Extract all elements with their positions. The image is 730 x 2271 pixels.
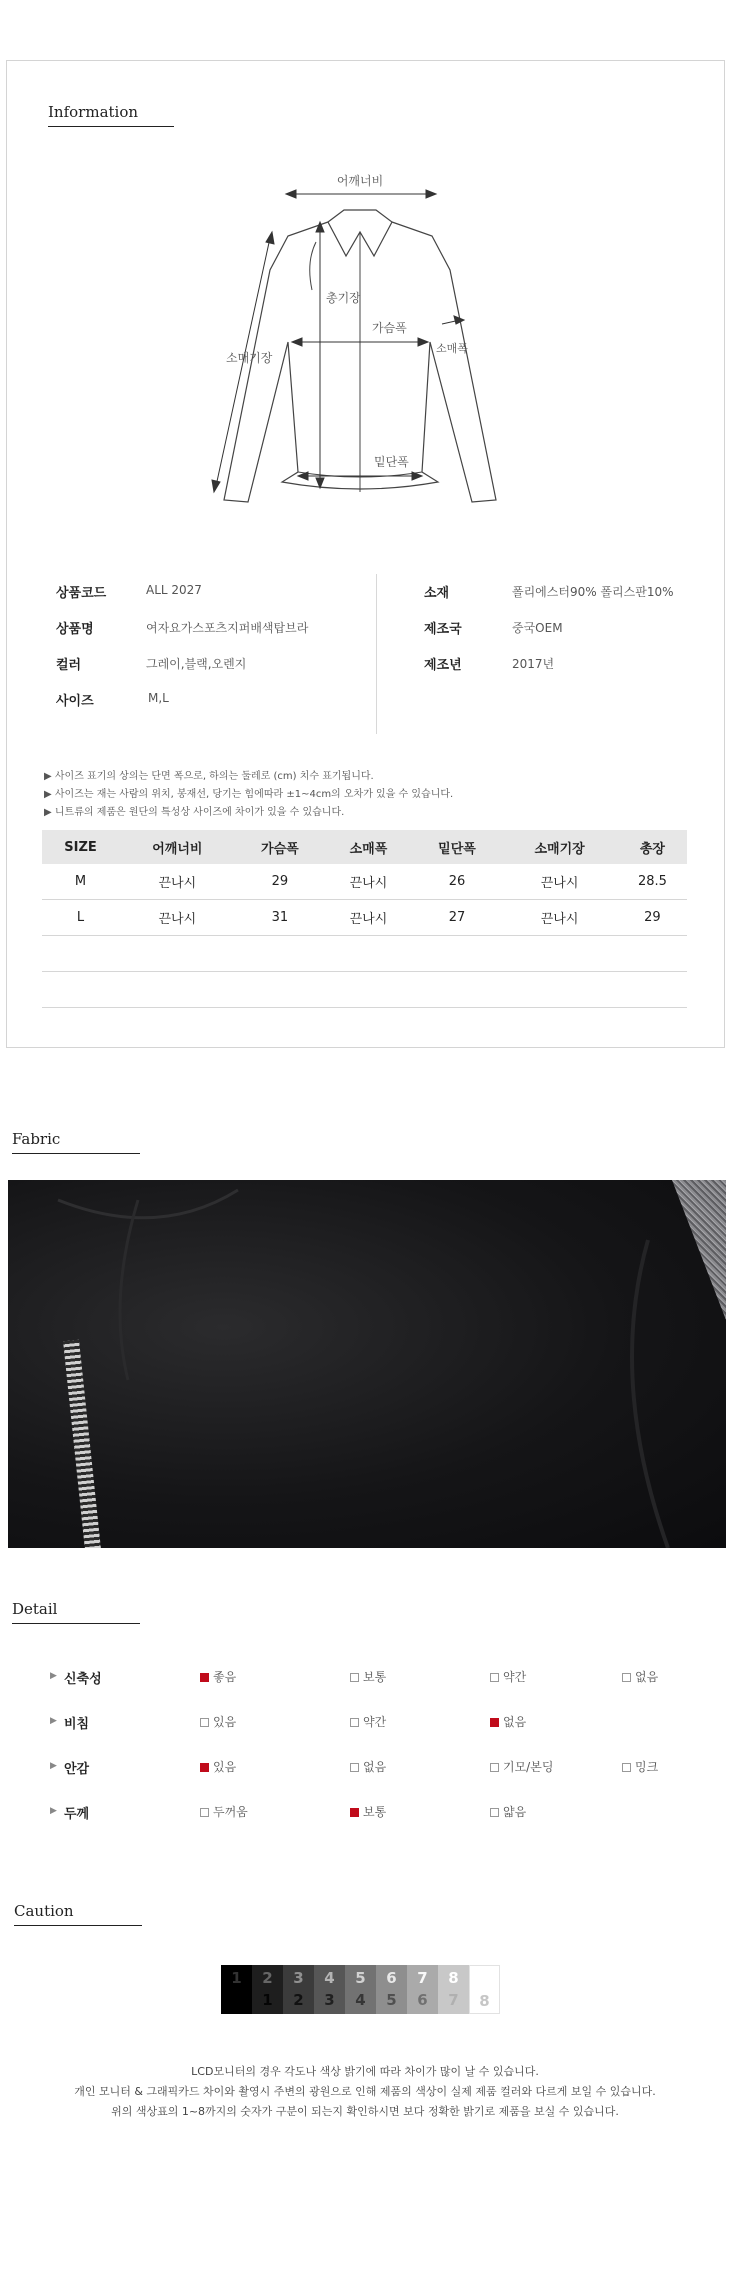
spec-value-name: 여자요가스포츠지퍼배색탑브라 xyxy=(146,621,309,635)
jacket-size-diagram xyxy=(210,170,510,510)
fabric-seams xyxy=(8,1180,726,1548)
checkbox-unchecked xyxy=(490,1763,499,1772)
spec-value-color: 그레이,블랙,오렌지 xyxy=(146,657,247,671)
table-cell: 31 xyxy=(236,900,325,936)
table-cell xyxy=(119,972,236,1008)
detail-option xyxy=(350,1668,386,1685)
brightness-swatch xyxy=(314,1965,345,2014)
table-cell xyxy=(324,972,413,1008)
diagram-label-hem: 밑단폭 xyxy=(374,455,409,469)
size-table-header-cell: 소매폭 xyxy=(324,830,413,864)
fabric-closeup-image xyxy=(8,1180,726,1548)
detail-option xyxy=(490,1803,526,1820)
table-cell xyxy=(501,936,618,972)
table-cell: 끈나시 xyxy=(324,864,413,900)
brightness-swatch xyxy=(345,1965,376,2014)
detail-option xyxy=(350,1713,386,1730)
size-table-header-cell: 소매기장 xyxy=(501,830,618,864)
fabric-title: Fabric xyxy=(12,1130,61,1148)
detail-option-label: 없음 xyxy=(635,1670,659,1684)
brightness-swatch xyxy=(221,1965,252,2014)
detail-title-underline xyxy=(12,1623,140,1624)
swatch-number-top: 7 xyxy=(417,1969,428,1987)
detail-option xyxy=(350,1758,386,1775)
checkbox-unchecked xyxy=(200,1718,209,1727)
table-row xyxy=(42,972,687,1008)
checkbox-unchecked xyxy=(622,1763,631,1772)
detail-option xyxy=(490,1713,526,1730)
table-cell: L xyxy=(42,900,119,936)
size-table-header-cell: SIZE xyxy=(42,830,119,864)
information-title: Information xyxy=(48,103,139,121)
detail-option-label: 두꺼움 xyxy=(213,1805,248,1819)
spec-value-size: M,L xyxy=(148,691,169,705)
detail-option xyxy=(200,1758,236,1775)
swatch-number-top: 2 xyxy=(262,1969,273,1987)
brightness-swatch xyxy=(252,1965,283,2014)
detail-option-label: 기모/본딩 xyxy=(503,1760,554,1774)
checkbox-unchecked xyxy=(490,1808,499,1817)
swatch-number-top: 4 xyxy=(324,1969,335,1987)
caution-line-1: LCD모니터의 경우 각도나 색상 밝기에 따라 차이가 많이 날 수 있습니다. xyxy=(191,2065,539,2078)
detail-option xyxy=(200,1668,236,1685)
table-cell: M xyxy=(42,864,119,900)
detail-option-label: 밍크 xyxy=(635,1760,659,1774)
spec-value-material: 폴리에스터90% 폴리스판10% xyxy=(512,585,674,599)
table-row xyxy=(42,936,687,972)
caution-line-3: 위의 색상표의 1~8까지의 숫자가 구분이 되는지 확인하시면 보다 정확한 밝기로 제품을 보실 수 있습니다. xyxy=(111,2105,619,2118)
detail-option-label: 좋음 xyxy=(213,1670,237,1684)
spec-label-size: 사이즈 xyxy=(56,694,94,709)
checkbox-unchecked xyxy=(200,1808,209,1817)
spec-label-origin: 제조국 xyxy=(424,622,462,637)
detail-arrow-icon: ▶ xyxy=(50,1761,57,1771)
size-table-header xyxy=(42,830,687,864)
checkbox-checked xyxy=(350,1808,359,1817)
table-cell: 끈나시 xyxy=(501,864,618,900)
detail-option-label: 없음 xyxy=(363,1760,387,1774)
spec-label-material: 소재 xyxy=(424,586,450,601)
swatch-number-bottom: 1 xyxy=(262,1991,273,2009)
diagram-label-sleeve-width: 소매폭 xyxy=(436,342,468,355)
swatch-number-top: 8 xyxy=(448,1969,459,1987)
detail-label-thickness: 두께 xyxy=(64,1807,90,1822)
detail-option-label: 있음 xyxy=(213,1715,237,1729)
checkbox-unchecked xyxy=(350,1718,359,1727)
detail-arrow-icon: ▶ xyxy=(50,1671,57,1681)
table-cell xyxy=(324,936,413,972)
swatch-number-bottom: 6 xyxy=(417,1991,428,2009)
detail-option-label: 보통 xyxy=(363,1805,387,1819)
detail-option-label: 약간 xyxy=(363,1715,387,1729)
swatch-number-bottom: 8 xyxy=(479,1992,490,2010)
diagram-label-total-length: 총기장 xyxy=(326,291,361,305)
spec-label-year: 제조년 xyxy=(424,658,462,673)
table-cell: 27 xyxy=(413,900,502,936)
table-cell: 29 xyxy=(236,864,325,900)
table-cell: 끈나시 xyxy=(119,900,236,936)
checkbox-unchecked xyxy=(350,1763,359,1772)
swatch-number-bottom: 3 xyxy=(324,1991,335,2009)
table-row xyxy=(42,864,687,900)
detail-title: Detail xyxy=(12,1600,58,1618)
table-cell xyxy=(42,972,119,1008)
table-cell: 끈나시 xyxy=(119,864,236,900)
size-table-header-cell: 총장 xyxy=(618,830,687,864)
detail-label-sheerness: 비침 xyxy=(64,1717,90,1732)
swatch-number-top: 6 xyxy=(386,1969,397,1987)
caution-title-underline xyxy=(14,1925,142,1926)
brightness-swatch xyxy=(469,1965,500,2014)
diagram-label-shoulder: 어깨너비 xyxy=(336,174,384,188)
diagram-label-chest: 가슴폭 xyxy=(372,321,407,335)
swatch-number-top: 3 xyxy=(293,1969,304,1987)
checkbox-checked xyxy=(200,1673,209,1682)
table-cell xyxy=(618,972,687,1008)
detail-arrow-icon: ▶ xyxy=(50,1716,57,1726)
checkbox-checked xyxy=(490,1718,499,1727)
caution-title: Caution xyxy=(14,1902,74,1920)
swatch-number-top: 1 xyxy=(231,1969,242,1987)
detail-option xyxy=(622,1668,658,1685)
brightness-swatch xyxy=(407,1965,438,2014)
table-cell xyxy=(236,936,325,972)
detail-option xyxy=(200,1713,236,1730)
table-cell: 끈나시 xyxy=(324,900,413,936)
size-table-header-cell: 어깨너비 xyxy=(119,830,236,864)
size-note-1: ▶ 사이즈 표기의 상의는 단면 폭으로, 하의는 둘레로 (cm) 치수 표기됩니다. xyxy=(44,771,374,782)
checkbox-unchecked xyxy=(622,1673,631,1682)
brightness-swatch xyxy=(438,1965,469,2014)
checkbox-checked xyxy=(200,1763,209,1772)
size-table-header-cell: 밑단폭 xyxy=(413,830,502,864)
detail-option xyxy=(490,1668,526,1685)
table-cell xyxy=(413,936,502,972)
swatch-number-bottom: 5 xyxy=(386,1991,397,2009)
checkbox-unchecked xyxy=(490,1673,499,1682)
size-table-header-cell: 가슴폭 xyxy=(236,830,325,864)
detail-option-label: 얇음 xyxy=(503,1805,527,1819)
detail-option-label: 있음 xyxy=(213,1760,237,1774)
detail-label-lining: 안감 xyxy=(64,1762,90,1777)
detail-arrow-icon: ▶ xyxy=(50,1806,57,1816)
size-table xyxy=(42,830,687,1008)
table-cell xyxy=(236,972,325,1008)
table-cell xyxy=(618,936,687,972)
spec-label-code: 상품코드 xyxy=(56,586,107,601)
size-note-3: ▶ 니트류의 제품은 원단의 특성상 사이즈에 차이가 있을 수 있습니다. xyxy=(44,807,345,818)
spec-value-code: ALL 2027 xyxy=(146,583,202,597)
detail-label-stretch: 신축성 xyxy=(64,1672,102,1687)
detail-option xyxy=(200,1803,248,1820)
swatch-number-bottom: 2 xyxy=(293,1991,304,2009)
detail-option-label: 없음 xyxy=(503,1715,527,1729)
caution-line-2: 개인 모니터 & 그래픽카드 차이와 촬영시 주변의 광원으로 인해 제품의 색상이 실제 제품 컬러와 다르게 보일 수 있습니다. xyxy=(74,2085,656,2098)
table-cell xyxy=(119,936,236,972)
brightness-swatch xyxy=(283,1965,314,2014)
fabric-title-underline xyxy=(12,1153,140,1154)
detail-option xyxy=(622,1758,658,1775)
table-cell xyxy=(42,936,119,972)
table-cell xyxy=(501,972,618,1008)
table-cell: 끈나시 xyxy=(501,900,618,936)
table-cell: 29 xyxy=(618,900,687,936)
swatch-number-bottom: 4 xyxy=(355,1991,366,2009)
spec-divider xyxy=(376,574,377,734)
swatch-number-top: 5 xyxy=(355,1969,366,1987)
detail-option-label: 약간 xyxy=(503,1670,527,1684)
information-title-underline xyxy=(48,126,174,127)
swatch-number-bottom: 7 xyxy=(448,1991,459,2009)
table-cell: 28.5 xyxy=(618,864,687,900)
brightness-swatch xyxy=(376,1965,407,2014)
spec-label-color: 컬러 xyxy=(56,658,82,673)
detail-option xyxy=(490,1758,553,1775)
table-row xyxy=(42,900,687,936)
detail-option-label: 보통 xyxy=(363,1670,387,1684)
table-cell xyxy=(413,972,502,1008)
checkbox-unchecked xyxy=(350,1673,359,1682)
spec-value-origin: 중국OEM xyxy=(512,621,563,635)
size-note-2: ▶ 사이즈는 재는 사람의 위치, 봉재선, 당기는 힘에따라 ±1~4cm의 오차가 있을 수 있습니다. xyxy=(44,789,454,800)
detail-option xyxy=(350,1803,386,1820)
diagram-label-sleeve-length: 소매기장 xyxy=(226,351,273,365)
spec-label-name: 상품명 xyxy=(56,622,94,637)
spec-value-year: 2017년 xyxy=(512,657,555,671)
table-cell: 26 xyxy=(413,864,502,900)
